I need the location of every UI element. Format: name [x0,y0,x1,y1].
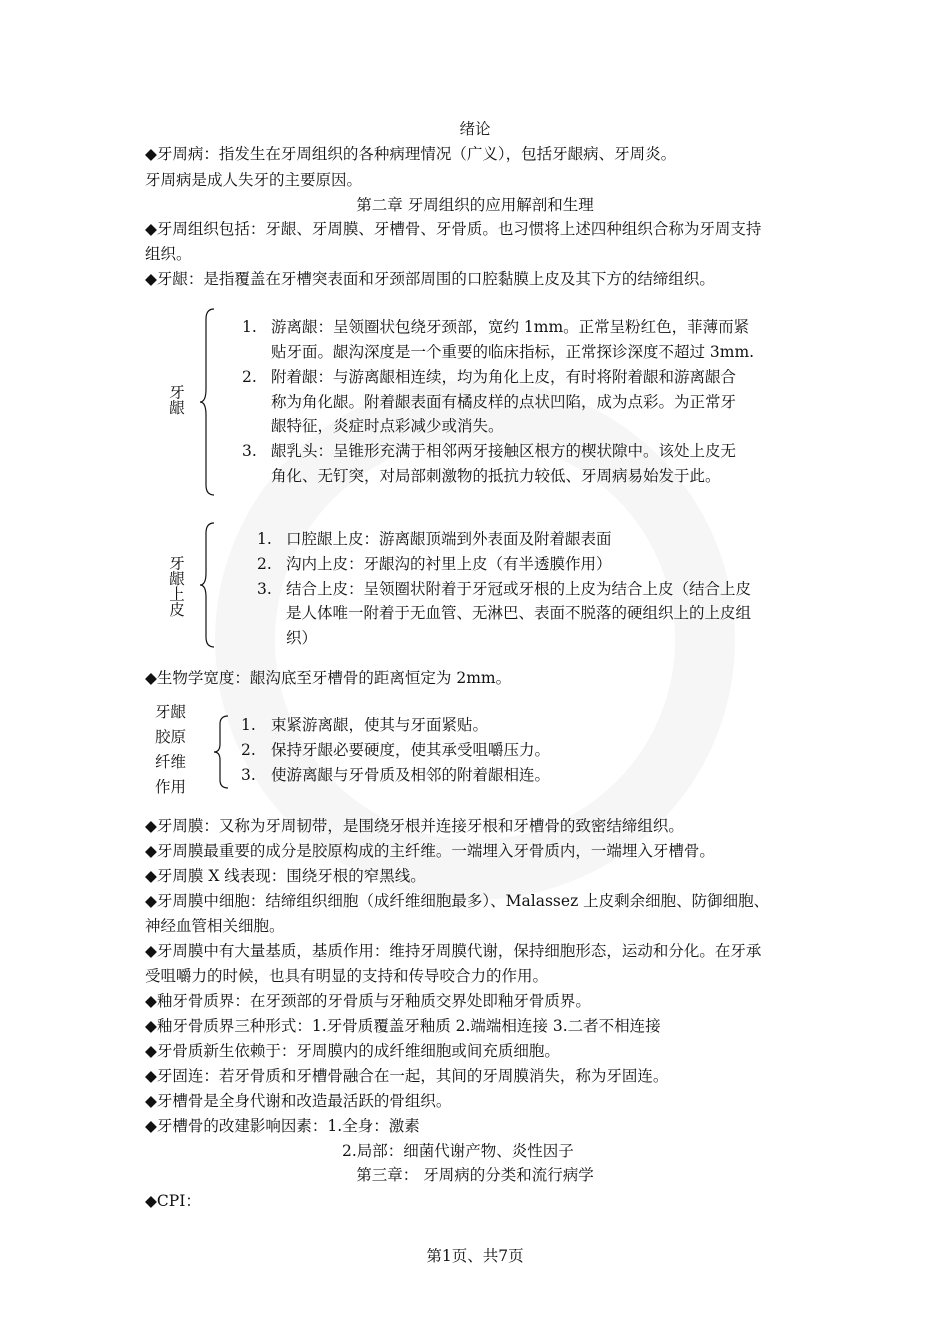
local-factor-line: 2.局部：细菌代谢产物、炎性因子 [342,1142,574,1160]
paragraph-line: 神经血管相关细胞。 [145,917,285,935]
epithelium-group-label [166,555,186,622]
epithelium-item-1-line-1: 口腔龈上皮：游离龈顶端到外表面及附着龈表面 [286,530,612,548]
intro-line-1: ◆牙周病：指发生在牙周组织的各种病理情况（广义），包括牙龈病、牙周炎。 [145,145,677,163]
gingiva-definition: ◆牙龈：是指覆盖在牙槽突表面和牙颈部周围的口腔黏膜上皮及其下方的结缔组织。 [145,270,715,288]
fiber-item-1-text: 束紧游离龈，使其与牙面紧贴。 [271,716,489,734]
gingiva-item-1-number: 1. [242,318,257,336]
fiber-label-line-3: 纤维 [155,753,187,771]
tissues-line-1: ◆牙周组织包括：牙龈、牙周膜、牙槽骨、牙骨质。也习惯将上述四种组织合称为牙周支持 [145,220,762,238]
paragraph-line: ◆釉牙骨质界三种形式：1.牙骨质覆盖牙釉质 2.端端相连接 3.二者不相连接 [145,1017,661,1035]
chapter-3-heading: 第三章： 牙周病的分类和流行病学 [356,1166,594,1184]
epithelium-item-2-line-1: 沟内上皮：牙龈沟的衬里上皮（有半透膜作用） [286,555,612,573]
paragraph-line: ◆牙周膜中有大量基质，基质作用：维持牙周膜代谢，保持细胞形态，运动和分化。在牙承 [145,942,762,960]
gingiva-brace-icon [198,307,218,497]
epithelium-item-2-number: 2. [257,555,272,573]
fiber-item-3-number: 3. [241,766,256,784]
epithelium-item-1-number: 1. [257,530,272,548]
gingiva-item-3-number: 3. [242,442,257,460]
paragraph-line: ◆牙槽骨是全身代谢和改造最活跃的骨组织。 [145,1092,452,1110]
paragraph-line: ◆牙槽骨的改建影响因素：1.全身：激素 [145,1117,420,1135]
fiber-label-line-1: 牙龈 [155,703,187,721]
biological-width: ◆生物学宽度：龈沟底至牙槽骨的距离恒定为 2mm。 [145,669,512,687]
intro-line-2: 牙周病是成人失牙的主要原因。 [145,171,363,189]
fiber-item-1-number: 1. [241,716,256,734]
paragraph-line: ◆牙骨质新生依赖于：牙周膜内的成纤维细胞或间充质细胞。 [145,1042,560,1060]
epithelium-label-text: 牙龈上皮 [167,555,185,617]
paragraph-line: ◆牙周膜中细胞：结缔组织细胞（成纤维细胞最多）、Malassez 上皮剩余细胞、防御细胞、 [145,892,770,910]
paragraph-line: ◆牙周膜 X 线表现：围绕牙根的窄黑线。 [145,867,426,885]
fiber-label-line-4: 作用 [155,778,187,796]
gingiva-item-2-line-1: 附着龈：与游离龈相连续，均为角化上皮，有时将附着龈和游离龈合 [271,368,737,386]
gingiva-item-1-line-2: 贴牙面。龈沟深度是一个重要的临床指标，正常探诊深度不超过 3mm. [271,343,755,361]
paragraph-line: 受咀嚼力的时候，也具有明显的支持和传导咬合力的作用。 [145,967,549,985]
paragraph-line: ◆牙周膜：又称为牙周韧带，是围绕牙根并连接牙根和牙槽骨的致密结缔组织。 [145,817,684,835]
fiber-brace-icon [212,714,232,790]
gingiva-item-1-line-1: 游离龈：呈领圈状包绕牙颈部，宽约 1mm。正常呈粉红色，菲薄而紧 [271,318,750,336]
paragraph-line: ◆牙周膜最重要的成分是胶原构成的主纤维。一端埋入牙骨质内，一端埋入牙槽骨。 [145,842,715,860]
tissues-line-2: 组织。 [145,245,192,263]
fiber-item-3-text: 使游离龈与牙骨质及相邻的附着龈相连。 [271,766,551,784]
paragraph-line: ◆牙固连：若牙骨质和牙槽骨融合在一起，其间的牙周膜消失，称为牙固连。 [145,1067,669,1085]
epithelium-item-3-number: 3. [257,580,272,598]
page-footer: 第1页、共7页 [426,1247,524,1265]
gingiva-label-text: 牙龈 [167,384,185,415]
epithelium-item-3-line-1: 结合上皮：呈领圈状附着于牙冠或牙根的上皮为结合上皮（结合上皮 [286,580,752,598]
epithelium-item-3-line-3: 织） [286,629,318,647]
paragraph-line: ◆釉牙骨质界：在牙颈部的牙骨质与牙釉质交界处即釉牙骨质界。 [145,992,591,1010]
epithelium-item-3-line-2: 是人体唯一附着于无血管、无淋巴、表面不脱落的硬组织上的上皮组 [286,604,752,622]
fiber-label-line-2: 胶原 [155,728,187,746]
fiber-item-2-text: 保持牙龈必要硬度，使其承受咀嚼压力。 [271,741,551,759]
fiber-item-2-number: 2. [241,741,256,759]
chapter-2-heading: 第二章 牙周组织的应用解剖和生理 [356,196,594,214]
gingiva-item-2-line-3: 龈特征，炎症时点彩减少或消失。 [271,417,504,435]
page-title: 绪论 [459,120,491,138]
cpi-heading: ◆CPI： [145,1192,201,1210]
gingiva-item-2-number: 2. [242,368,257,386]
gingiva-item-2-line-2: 称为角化龈。附着龈表面有橘皮样的点状凹陷，成为点彩。为正常牙 [271,393,737,411]
gingiva-item-3-line-2: 角化、无钉突，对局部刺激物的抵抗力较低、牙周病易始发于此。 [271,467,721,485]
gingiva-group-label [166,384,186,420]
gingiva-item-3-line-1: 龈乳头：呈锥形充满于相邻两牙接触区根方的楔状隙中。该处上皮无 [271,442,737,460]
epithelium-brace-icon [198,521,218,649]
